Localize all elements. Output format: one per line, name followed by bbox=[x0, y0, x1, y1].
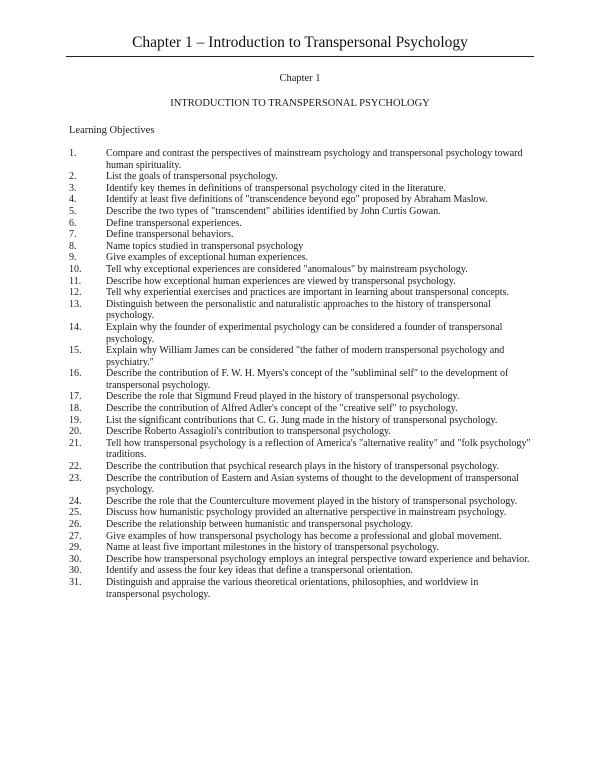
objective-number: 6. bbox=[69, 217, 77, 229]
objective-item bbox=[69, 542, 534, 554]
objective-number: 19. bbox=[69, 414, 82, 426]
objective-number: 18. bbox=[69, 403, 82, 415]
objective-text: Name at least five important milestones in the history of transpersonal psychology. bbox=[106, 542, 440, 554]
objective-number: 30. bbox=[69, 565, 82, 577]
objective-text: Describe the contribution that psychical research plays in the history of transpersonal psychology. bbox=[106, 461, 500, 473]
objective-number: 7. bbox=[69, 229, 77, 241]
objective-number: 29. bbox=[69, 542, 82, 554]
objective-item bbox=[69, 264, 534, 276]
objective-item bbox=[69, 206, 534, 218]
objective-item bbox=[69, 565, 534, 577]
running-header: Chapter 1 – Introduction to Transpersonal Psychology bbox=[132, 34, 468, 51]
objective-number: 27. bbox=[69, 530, 82, 542]
objective-item bbox=[69, 403, 534, 415]
objective-item bbox=[69, 415, 534, 427]
objective-text: Identify at least five definitions of "transcendence beyond ego" proposed by Abraham Maslow. bbox=[106, 194, 488, 206]
objective-number: 5. bbox=[69, 205, 77, 217]
objective-text: Describe the role that Sigmund Freud played in the history of transpersonal psychology. bbox=[106, 391, 460, 403]
objective-number: 3. bbox=[69, 182, 77, 194]
objective-text: Tell how transpersonal psychology is a reflection of America's "alternative reality" and "folk psychology" traditions. bbox=[106, 437, 531, 461]
objective-text: Distinguish and appraise the various theoretical orientations, philosophies, and worldview in transpersonal psychology. bbox=[106, 576, 479, 600]
objective-number: 30. bbox=[69, 553, 82, 565]
objective-item bbox=[69, 229, 534, 241]
objective-number: 23. bbox=[69, 472, 82, 484]
objective-text: Describe the contribution of F. W. H. Myers's concept of the "subliminal self" to the development of transpersonal psychology. bbox=[106, 368, 509, 391]
objective-text: Compare and contrast the perspectives of mainstream psychology and transpersonal psychology toward human spirituality. bbox=[106, 148, 523, 171]
objective-item bbox=[69, 391, 534, 403]
objective-text: Give examples of how transpersonal psychology has become a professional and global movement. bbox=[106, 530, 502, 542]
learning-objectives-list bbox=[69, 148, 534, 600]
objective-text: Name topics studied in transpersonal psychology bbox=[106, 240, 304, 252]
objective-text: Identify and assess the four key ideas that define a transpersonal orientation. bbox=[106, 565, 413, 577]
objective-item bbox=[69, 496, 534, 508]
objective-number: 4. bbox=[69, 194, 77, 206]
objective-number: 11. bbox=[69, 275, 82, 287]
objective-number: 13. bbox=[69, 298, 82, 310]
objective-number: 16. bbox=[69, 368, 82, 380]
objective-number: 2. bbox=[69, 171, 77, 183]
objective-number: 31. bbox=[69, 576, 82, 588]
objective-item bbox=[69, 299, 534, 322]
objective-item bbox=[69, 171, 534, 183]
objective-text: Give examples of exceptional human experiences. bbox=[106, 252, 308, 264]
objective-item bbox=[69, 252, 534, 264]
objective-item bbox=[69, 531, 534, 543]
objective-item bbox=[69, 519, 534, 531]
chapter-number: Chapter 1 bbox=[279, 73, 321, 84]
objective-item bbox=[69, 148, 534, 171]
objective-item bbox=[69, 577, 534, 600]
objective-number: 17. bbox=[69, 391, 82, 403]
objective-text: Describe Roberto Assagioli's contribution to transpersonal psychology. bbox=[106, 426, 391, 438]
objective-text: Identify key themes in definitions of transpersonal psychology cited in the literature. bbox=[106, 182, 446, 194]
objective-text: Define transpersonal behaviors. bbox=[106, 229, 234, 241]
objective-number: 1. bbox=[69, 148, 77, 159]
objective-number: 15. bbox=[69, 345, 82, 357]
objective-item bbox=[69, 507, 534, 519]
objective-item bbox=[69, 322, 534, 345]
objective-item bbox=[69, 218, 534, 230]
objective-text: Describe the role that the Counterculture movement played in the history of transpersonal psychology. bbox=[106, 495, 518, 507]
objective-number: 21. bbox=[69, 437, 82, 449]
objective-item bbox=[69, 438, 534, 461]
objective-text: Describe the two types of "transcendent" abilities identified by John Curtis Gowan. bbox=[106, 205, 441, 217]
objective-number: 14. bbox=[69, 321, 82, 333]
objective-text: Distinguish between the personalistic and naturalistic approaches to the history of transpersonal psychology. bbox=[106, 298, 491, 322]
objective-item bbox=[69, 276, 534, 288]
section-heading: Learning Objectives bbox=[69, 125, 155, 136]
objective-item bbox=[69, 287, 534, 299]
objective-text: Explain why the founder of experimental psychology can be considered a founder of transpersonal psychology. bbox=[106, 321, 503, 345]
chapter-title: INTRODUCTION TO TRANSPERSONAL PSYCHOLOGY bbox=[170, 98, 430, 109]
objective-item bbox=[69, 183, 534, 195]
objective-number: 12. bbox=[69, 287, 82, 299]
objective-text: Describe how exceptional human experiences are viewed by transpersonal psychology. bbox=[106, 275, 456, 287]
objective-number: 10. bbox=[69, 263, 82, 275]
objective-item bbox=[69, 194, 534, 206]
objective-item bbox=[69, 368, 534, 391]
objective-text: Describe how transpersonal psychology employs an integral perspective toward experience and behavior. bbox=[106, 553, 530, 565]
objective-text: Describe the relationship between humanistic and transpersonal psychology. bbox=[106, 519, 413, 530]
objective-text: Describe the contribution of Eastern and Asian systems of thought to the development of transpersonal psychology. bbox=[106, 472, 519, 496]
objective-number: 25. bbox=[69, 507, 82, 519]
objective-text: List the significant contributions that C. G. Jung made in the history of transpersonal psychology. bbox=[106, 414, 498, 426]
objective-text: Explain why William James can be considered "the father of modern transpersonal psychology and psychiatry." bbox=[106, 345, 505, 368]
objective-text: Discuss how humanistic psychology provided an alternative perspective in mainstream psychology. bbox=[106, 507, 507, 519]
header-rule bbox=[66, 56, 534, 57]
objective-text: Define transpersonal experiences. bbox=[106, 217, 242, 229]
objective-text: List the goals of transpersonal psychology. bbox=[106, 171, 278, 183]
objective-number: 20. bbox=[69, 426, 82, 438]
objective-number: 9. bbox=[69, 252, 77, 264]
objective-number: 26. bbox=[69, 519, 82, 530]
objective-text: Tell why experiential exercises and practices are important in learning about transpersonal concepts. bbox=[106, 287, 509, 299]
objective-item bbox=[69, 345, 534, 368]
objective-item bbox=[69, 426, 534, 438]
objective-item bbox=[69, 554, 534, 566]
objective-item bbox=[69, 461, 534, 473]
objective-number: 8. bbox=[69, 240, 77, 252]
objective-text: Describe the contribution of Alfred Adler's concept of the "creative self" to psychology. bbox=[106, 403, 458, 415]
objective-item bbox=[69, 241, 534, 253]
objective-item bbox=[69, 473, 534, 496]
objective-number: 22. bbox=[69, 461, 82, 473]
objective-text: Tell why exceptional experiences are considered "anomalous" by mainstream psychology. bbox=[106, 263, 468, 275]
objective-number: 24. bbox=[69, 495, 82, 507]
